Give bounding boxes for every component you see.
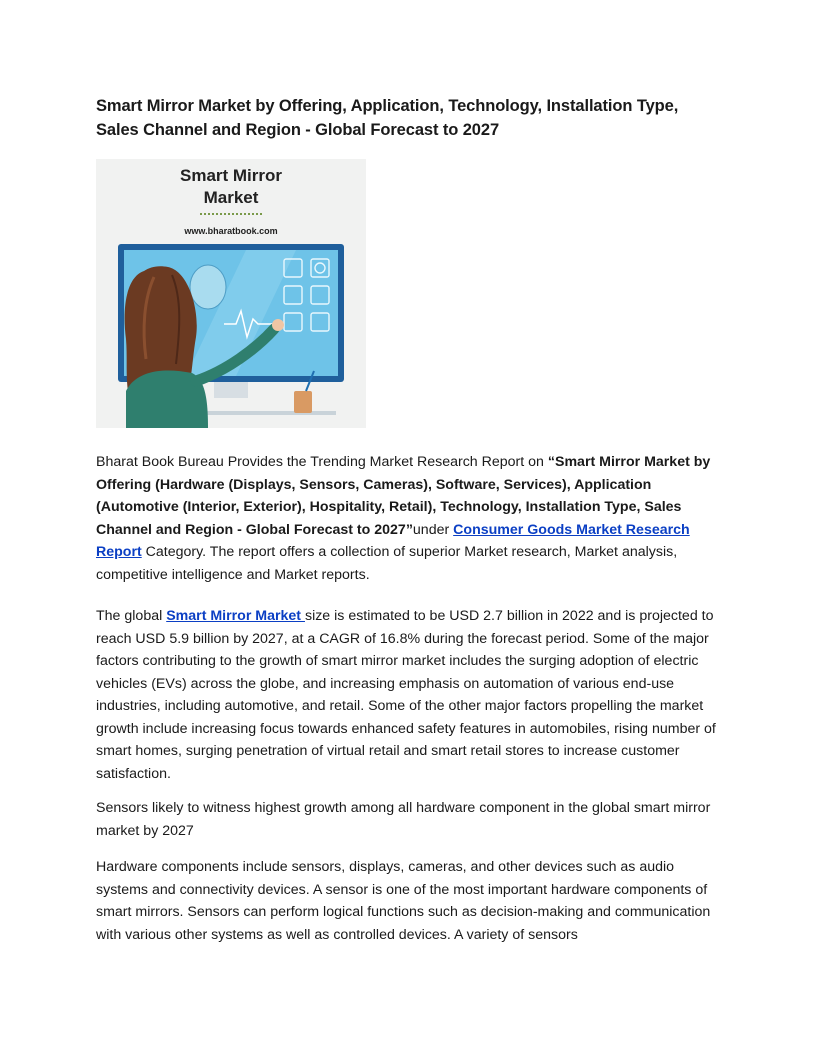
intro-report-title: “Smart Mirror Market by Offering (Hardware (Displays, Sensors, Cameras), Software, Services), Application (Automotive (Interior, Exterior), Hospitality, Retail), Technology, Installation Type, Sales Channel and Region - Global Forecast to 2027” <box>96 454 711 538</box>
document-page <box>96 94 720 946</box>
smart-mirror-market-link[interactable]: Smart Mirror Market <box>166 608 305 624</box>
market-text-rest: size is estimated to be USD 2.7 billion in 2022 and is projected to reach USD 5.9 billion by 2027, at a CAGR of 16.8% during the forecast period. Some of the major factors contributing to the growth of smart mirror market includes the surging adoption of electric vehicles (EVs) across the globe, and increasing emphasis on automation of various end-use industries, including automotive, and retail. Some of the other major factors propelling the market growth include increasing focus towards enhanced safety features in automobiles, rising number of smart homes, surging penetration of virtual retail and smart retail stores to increase customer satisfaction. <box>96 608 716 782</box>
mirror-stand <box>214 382 248 398</box>
consumer-goods-report-link[interactable]: Consumer Goods Market Research Report <box>96 521 690 560</box>
pen-cup <box>294 391 312 413</box>
intro-closing-text: Category. The report offers a collection of superior Market research, Market analysis, competitive intelligence and Market reports. <box>96 544 678 583</box>
sensors-paragraph: Sensors likely to witness highest growth among all hardware component in the global smart mirror market by 2027 <box>96 800 711 839</box>
document-title: Smart Mirror Market by Offering, Application, Technology, Installation Type, Sales Channel and Region - Global Forecast to 2027 <box>96 97 679 139</box>
hardware-paragraph: Hardware components include sensors, displays, cameras, and other devices such as audio systems and connectivity devices. A sensor is one of the most important hardware components of smart mirrors. Sensors can perform logical functions such as decision-making and communication with various other systems as well as controlled devices. A variety of sensors <box>96 859 711 943</box>
intro-paragraph <box>96 451 720 586</box>
market-size-paragraph <box>96 605 720 785</box>
figure-heading: Smart Mirror Market <box>179 166 283 207</box>
reflection-face <box>190 265 226 309</box>
figure-url: www.bharatbook.com <box>184 226 278 236</box>
smart-mirror-illustration <box>96 159 366 428</box>
woman-hand <box>272 319 284 331</box>
intro-under-text: under <box>412 521 454 538</box>
intro-text: Bharat Book Bureau Provides the Trending Market Research Report on <box>96 454 548 470</box>
market-text-start: The global <box>96 608 167 624</box>
figure-divider <box>200 213 262 215</box>
